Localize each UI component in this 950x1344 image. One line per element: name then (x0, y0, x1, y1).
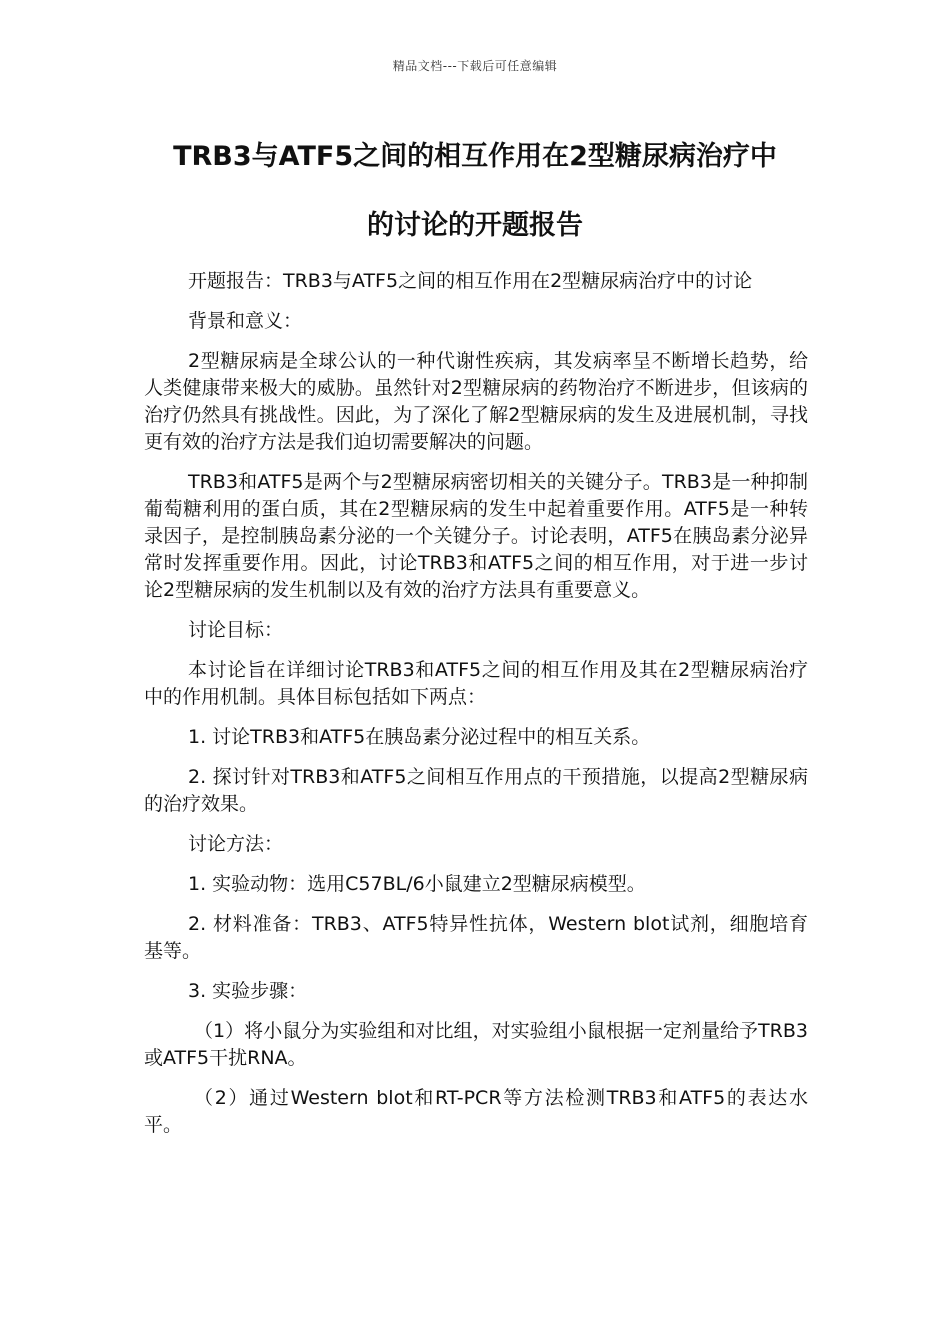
paragraph-goals-intro: 本讨论旨在详细讨论TRB3和ATF5之间的相互作用及其在2型糖尿病治疗中的作用机制。具体目标包括如下两点： (144, 659, 808, 708)
section-heading-methods: 讨论方法： (188, 833, 284, 855)
section-heading-background: 背景和意义： (188, 310, 303, 332)
page-header-note: 精品文档---下载后可任意编辑 (392, 59, 558, 73)
document-title-line2: 的讨论的开题报告 (367, 210, 583, 241)
section-heading-goals: 讨论目标： (188, 619, 284, 641)
list-item-step-1: （1）将小鼠分为实验组和对比组，对实验组小鼠根据一定剂量给予TRB3或ATF5干扰RNA。 (144, 1020, 808, 1069)
list-item-goal-1: 1. 讨论TRB3和ATF5在胰岛素分泌过程中的相互关系。 (188, 726, 651, 748)
list-item-goal-2: 2. 探讨针对TRB3和ATF5之间相互作用点的干预措施，以提高2型糖尿病的治疗效果。 (144, 766, 808, 815)
document-title (120, 122, 830, 260)
document-body (144, 268, 808, 1152)
list-item-method-2: 2. 材料准备：TRB3、ATF5特异性抗体，Western blot试剂，细胞培育基等。 (144, 913, 808, 962)
paragraph-background-2: TRB3和ATF5是两个与2型糖尿病密切相关的关键分子。TRB3是一种抑制葡萄糖利用的蛋白质，其在2型糖尿病的发生中起着重要作用。ATF5是一种转录因子，是控制胰岛素分泌的一个关键分子。讨论表明，ATF5在胰岛素分泌异常时发挥重要作用。因此，讨论TRB3和ATF5之间的相互作用，对于进一步讨论2型糖尿病的发生机制以及有效的治疗方法具有重要意义。 (144, 471, 808, 601)
paragraph-report-title: 开题报告：TRB3与ATF5之间的相互作用在2型糖尿病治疗中的讨论 (188, 270, 753, 292)
document-title-line1: TRB3与ATF5之间的相互作用在2型糖尿病治疗中 (173, 141, 777, 172)
list-item-step-2: （2）通过Western blot和RT-PCR等方法检测TRB3和ATF5的表达水平。 (144, 1087, 808, 1136)
list-item-method-1: 1. 实验动物：选用C57BL/6小鼠建立2型糖尿病模型。 (188, 873, 646, 895)
paragraph-background-1: 2型糖尿病是全球公认的一种代谢性疾病，其发病率呈不断增长趋势，给人类健康带来极大的威胁。虽然针对2型糖尿病的药物治疗不断进步，但该病的治疗仍然具有挑战性。因此，为了深化了解2型糖尿病的发生及进展机制，寻找更有效的治疗方法是我们迫切需要解决的问题。 (144, 350, 808, 453)
list-item-method-3: 3. 实验步骤： (188, 980, 308, 1002)
